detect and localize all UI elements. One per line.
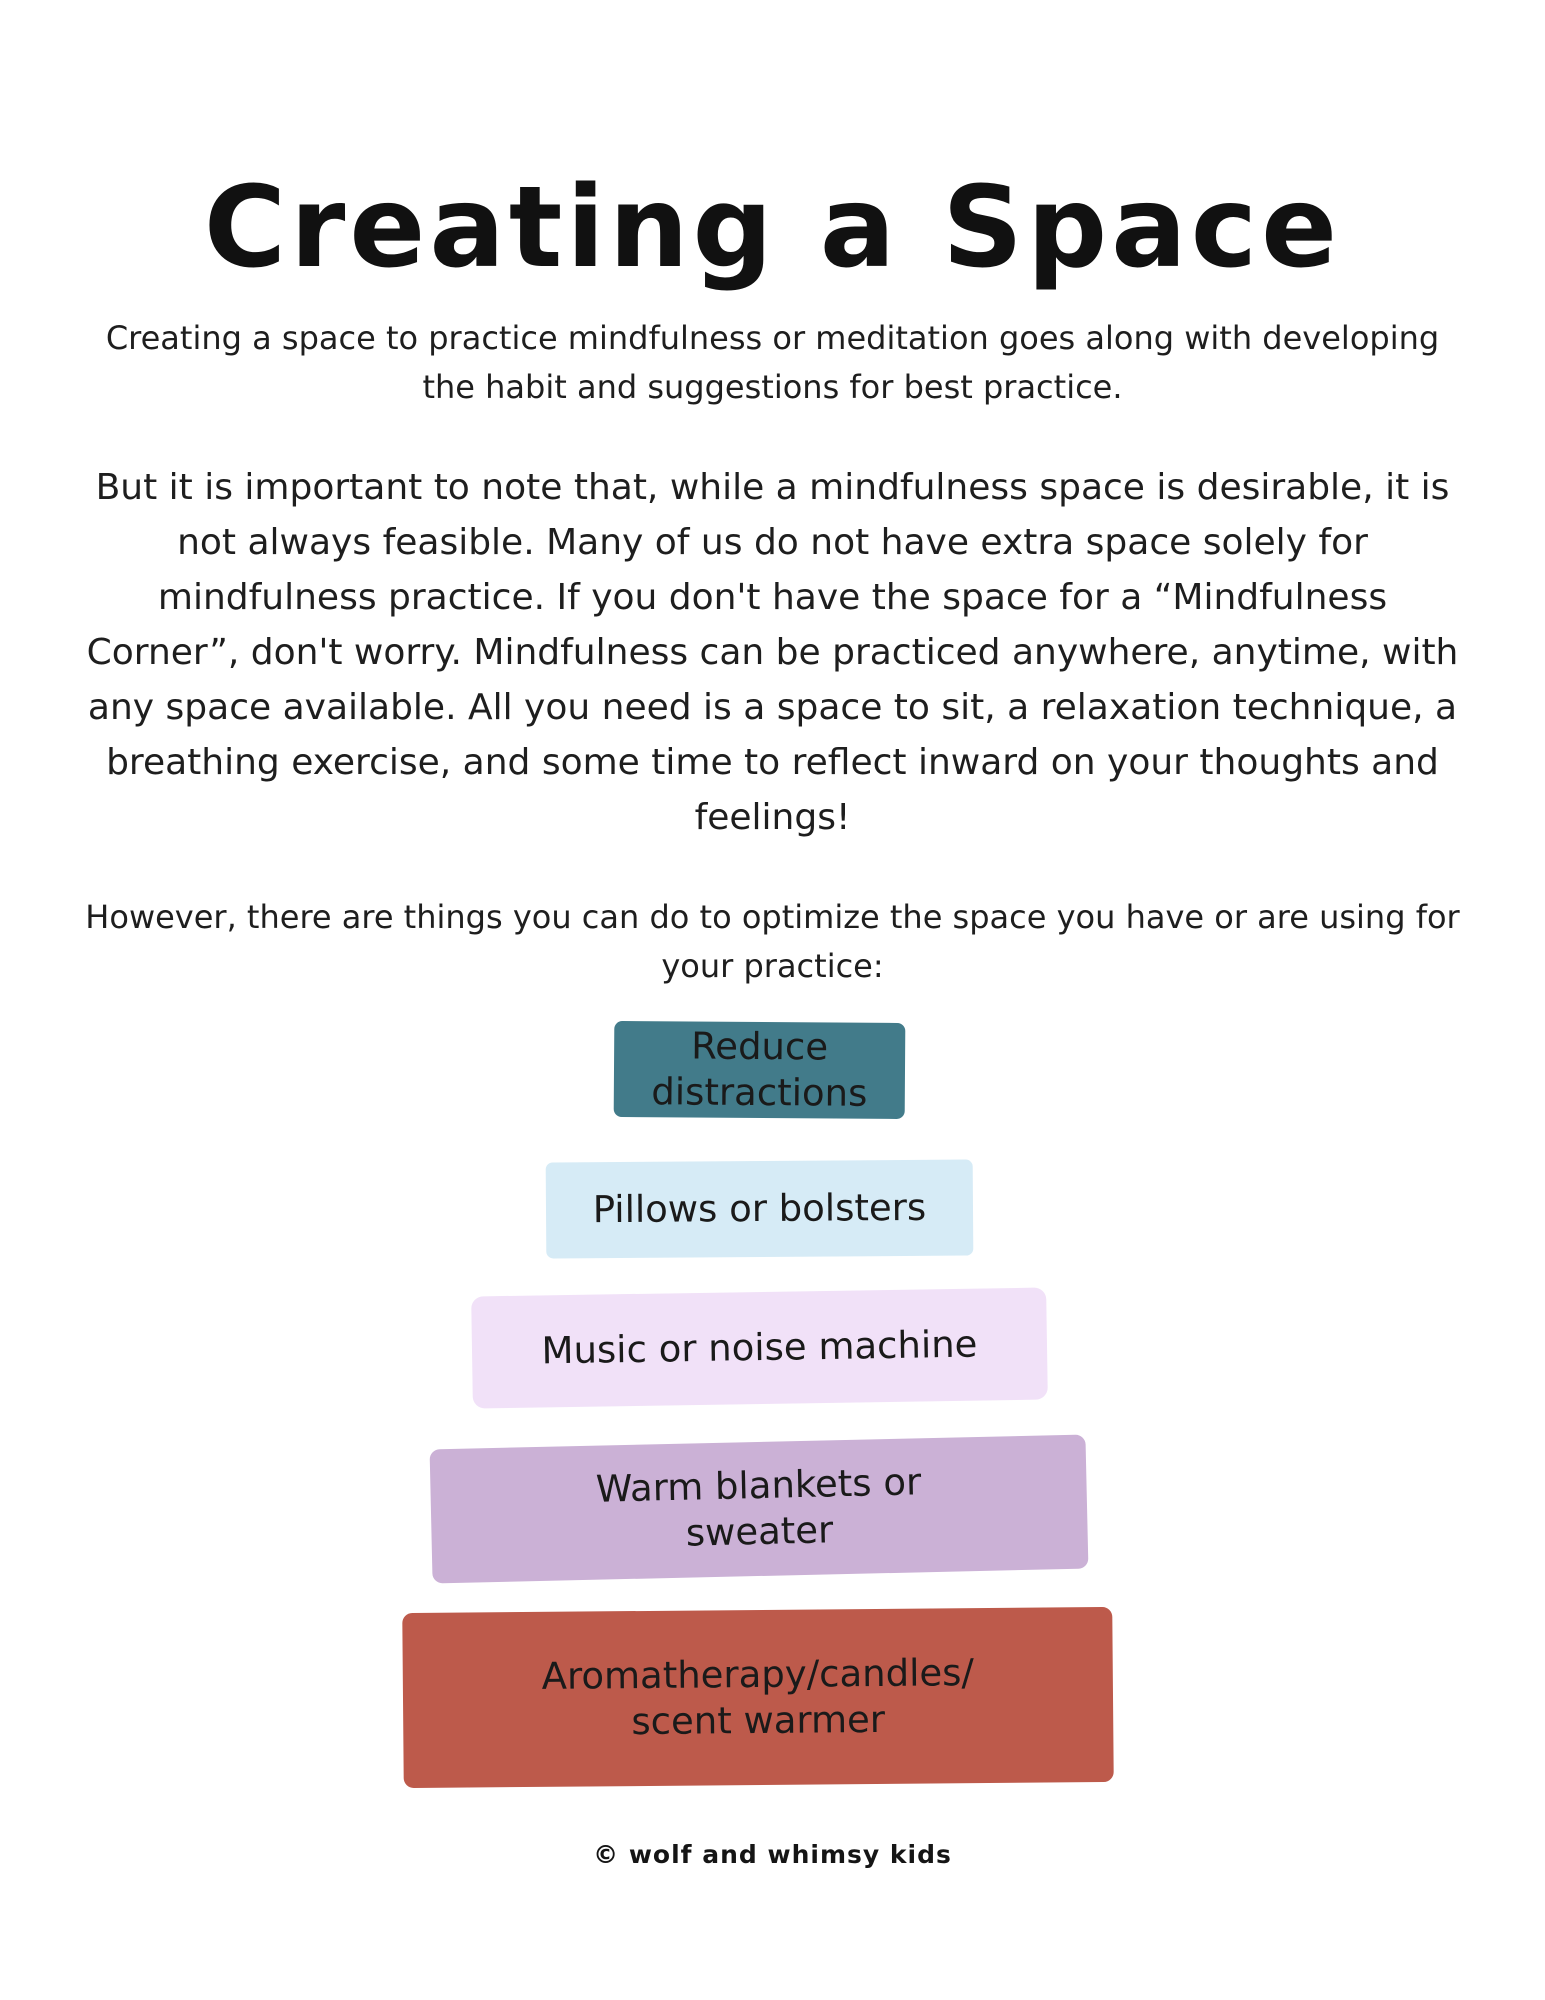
pyramid-block-aromatherapy [402, 1607, 1114, 1788]
lead-in-paragraph: However, there are things you can do to optimize the space you have or are using for your practice: [85, 898, 1460, 985]
main-paragraph: But it is important to note that, while a mindfulness space is desirable, it is not always feasible. Many of us do not have extra space solely for mindfulness practice. If you don't have the space for a “Mindfulness Corner”, don't worry. Mindfulness can be practiced anywhere, anytime, with any space available. All you need is a space to sit, a relaxation technique, a breathing exercise, and some time to reflect inward on your thoughts and feelings! [86, 467, 1459, 838]
page-title: Creating a Space [203, 163, 1342, 293]
pyramid-block-label: Pillows or bolsters [592, 1185, 927, 1232]
pyramid-block-blankets [430, 1435, 1089, 1584]
pyramid-block-music [471, 1287, 1048, 1408]
pyramid-block-pillows [546, 1160, 974, 1259]
pyramid-block-label: Warm blankets or sweater [595, 1460, 922, 1555]
pyramid-block-label: Music or noise machine [541, 1322, 978, 1373]
copyright-footer: © wolf and whimsy kids [593, 1840, 952, 1869]
pyramid-block-label: Aromatherapy/candles/ scent warmer [541, 1650, 975, 1743]
pyramid-block-label: Reduce distractions [651, 1024, 868, 1115]
pyramid-block-reduce-distractions [614, 1021, 906, 1119]
intro-paragraph: Creating a space to practice mindfulness or meditation goes along with developing the habit and suggestions for best practice. [105, 319, 1440, 406]
